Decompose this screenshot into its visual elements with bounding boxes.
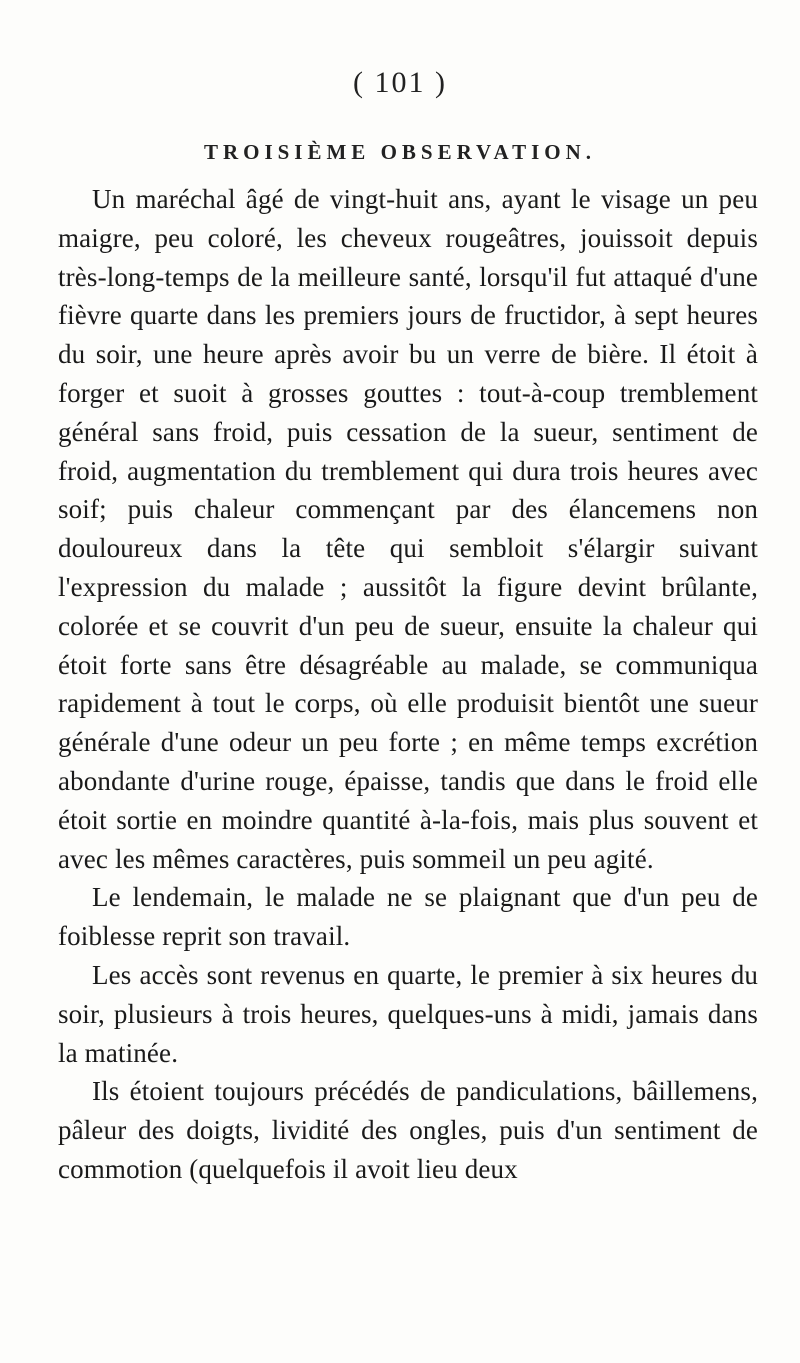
paragraph-3: Les accès sont revenus en quarte, le premier à six heures du soir, plusieurs à trois heures, quelques-uns à midi, jamais dans la matinée.: [58, 959, 758, 1068]
paragraph-1: Un maréchal âgé de vingt-huit ans, ayant le visage un peu maigre, peu coloré, les cheveux rougeâtres, jouissoit depuis très-long-temps de la meilleure santé, lorsqu'il fut attaqué d'une fièvre quarte dans les premiers jours de fructidor, à sept heures du soir, une heure après avoir bu un verre de bière. Il étoit à forger et suoit à grosses gouttes : tout-à-coup tremblement général sans froid, puis cessation de la sueur, sentiment de froid, augmentation du tremblement qui dura trois heures avec soif; puis chaleur commençant par des élancemens non douloureux dans la tête qui sembloit s'élargir suivant l'expression du malade ; aussitôt la figure devint brûlante, colorée et se couvrit d'un peu de sueur, ensuite la chaleur qui étoit forte sans être désagréable au malade, se communiqua rapidement à tout le corps, où elle produisit bientôt une sueur générale d'une odeur un peu forte ; en même temps excrétion abondante d'urine rouge, épaisse, tandis que dans le froid elle étoit sortie en moindre quantité à-la-fois, mais plus souvent et avec les mêmes caractères, puis sommeil un peu agité.: [58, 184, 758, 874]
paragraph-2: Le lendemain, le malade ne se plaignant que d'un peu de foiblesse reprit son travail.: [58, 882, 758, 952]
body-text: [58, 180, 758, 1189]
section-heading: TROISIÈME OBSERVATION.: [203, 140, 597, 164]
page-number: ( 101 ): [353, 66, 447, 99]
paragraph-4: Ils étoient toujours précédés de pandiculations, bâillemens, pâleur des doigts, lividité des ongles, puis d'un sentiment de commotion (quelquefois il avoit lieu deux: [58, 1076, 758, 1184]
